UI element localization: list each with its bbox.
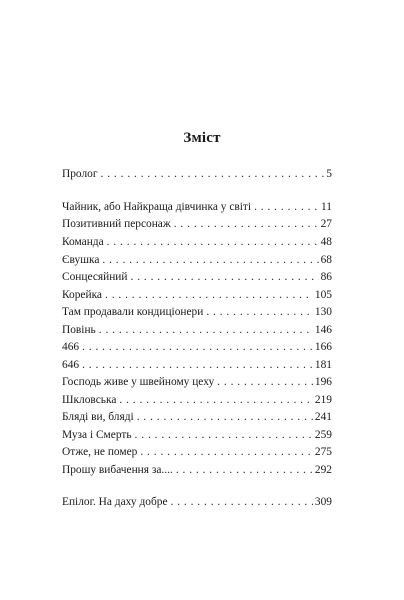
toc-entry-page: 146 [314, 324, 332, 336]
toc-entry-label: Позитивний персонаж [62, 218, 171, 230]
dot-leader [101, 165, 325, 184]
toc-entry-page: 86 [320, 271, 332, 283]
dot-leader [217, 373, 313, 392]
dot-leader [174, 215, 319, 234]
toc-entry [62, 268, 332, 287]
toc-entry-page: 166 [314, 341, 332, 353]
dot-leader [206, 303, 313, 322]
toc-entry-label: 466 [62, 341, 80, 353]
toc-entry-page: 5 [326, 168, 332, 180]
toc-entry [62, 408, 332, 427]
toc-entry [62, 303, 332, 322]
toc-entry [62, 215, 332, 234]
toc-entry [62, 165, 332, 184]
toc-entry-label: Євушка [62, 254, 100, 266]
toc-entry-page: 196 [314, 376, 332, 388]
toc-entry-label: Сонцесяйний [62, 271, 128, 283]
toc-entry [62, 461, 332, 480]
toc-entry-label: Пролог [62, 168, 98, 180]
toc-entry-label: Муза і Смерть [62, 429, 132, 441]
dot-leader [82, 338, 313, 357]
dot-leader [107, 233, 319, 252]
toc-entry-label: Корейка [62, 289, 102, 301]
toc-entry-label: Отже, не помер [62, 446, 138, 458]
dot-leader [131, 268, 319, 287]
toc-entry-label: 646 [62, 359, 80, 371]
toc-entry-page: 181 [314, 359, 332, 371]
toc-entry-label: Шкловська [62, 394, 117, 406]
page-title: Зміст [183, 130, 221, 146]
toc-entry-page: 130 [314, 306, 332, 318]
toc-entry-label: Команда [62, 236, 104, 248]
toc-entry-label: Епілог. На даху добре [62, 496, 168, 508]
toc-entry-page: 68 [320, 254, 332, 266]
dot-leader [171, 493, 313, 512]
toc-entry-page: 275 [314, 446, 332, 458]
toc-entry [62, 338, 332, 357]
toc-entry-page: 11 [321, 201, 332, 213]
toc-entry-page: 241 [314, 411, 332, 423]
toc-entry-page: 259 [314, 429, 332, 441]
toc-entry [62, 443, 332, 462]
dot-leader [140, 443, 313, 462]
toc-entry-label: Бляді ви, бляді [62, 411, 134, 423]
toc-entry-label: Повінь [62, 324, 96, 336]
toc-entry [62, 373, 332, 392]
toc-entry [62, 233, 332, 252]
toc-entry-page: 105 [314, 289, 332, 301]
dot-leader [137, 408, 313, 427]
toc-entry-page: 292 [314, 464, 332, 476]
toc-entry-label: Прошу вибачення за.... [62, 464, 173, 476]
toc-entry-label: Господь живе у швейному цеху [62, 376, 215, 388]
toc-entry [62, 493, 332, 512]
dot-leader [176, 461, 313, 480]
toc-entry-label: Там продавали кондиціонери [62, 306, 204, 318]
toc-entry-page: 48 [320, 236, 332, 248]
toc-entry-label: Чайник, або Найкраща дівчинка у світі [62, 201, 252, 213]
toc-entry-page: 219 [314, 394, 332, 406]
toc-entry-page: 27 [320, 218, 332, 230]
toc-entry-page: 309 [314, 496, 332, 508]
